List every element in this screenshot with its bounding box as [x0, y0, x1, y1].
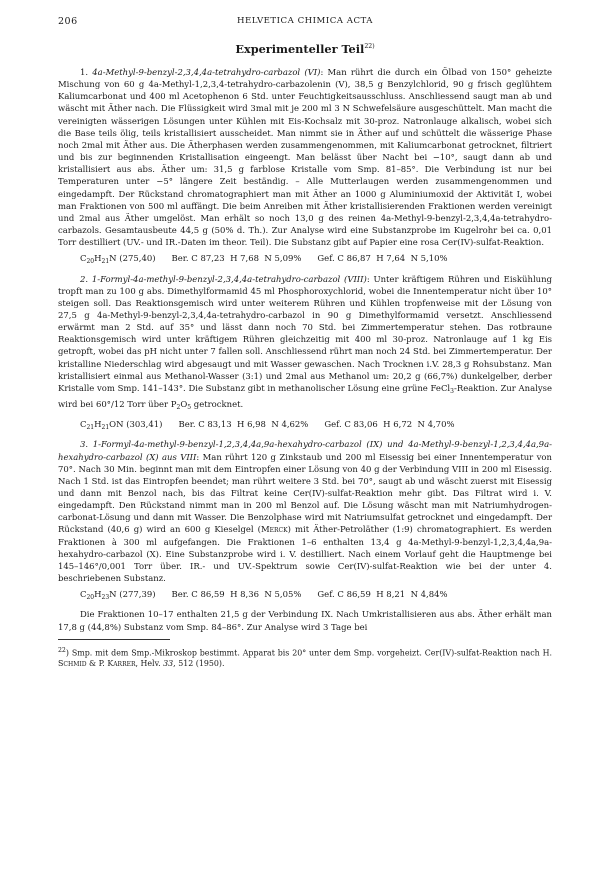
procedure-paragraph-3: 3. 1-Formyl-4a-methyl-9-benzyl-1,2,3,4,4a,9a-hexahydro-carbazol (IX) und 4a-Methyl-9-benzyl-1,2,3,4,4a,9a-hexahydro-carbazol (X) aus VIII: Man rührt 120 g Zinkstaub und 200 ml Eisessig bei einer Innentemperatur von 70°. Nach 30 Min. beginnt man mit dem Eintropfen einer Lösung von 40 g der Verbindung VIII in 200 ml Eisessig. Nach 1 Std. ist das Eintropfen beendet; man rührt weitere 3 Std. bei 70°, saugt ab und wäscht zuerst mit Eisessig und dann mit Benzol nach, bis das Filtrat keine Cer(IV)-sulfat-Reaktion mehr gibt. Das Filtrat wird i. V. eingedampft. Den Rückstand nimmt man in 200 ml Benzol auf. Die Lösung wäscht man mit Natriumhydrogencarbonat-Lösung und dann mit Wasser. Die Benzolphase wird mit Natriumsulfat getrocknet und eingedampft. Der Rückstand (40,6 g) wird an 600 g Kieselgel (Merck) mit Äther-Petroläther (1:9) chromatographiert. Es werden Fraktionen à 300 ml aufgefangen. Die Fraktionen 1–6 enthalten 13,4 g 4a-Methyl-9-benzyl-1,2,3,4,4a,9a-hexahydro-carbazol (X). Eine Substanzprobe wird i. V. destilliert. Nach einem Vorlauf geht die Hauptmenge bei 145–146°/0,001 Torr über. IR.- und UV.-Spektrum sowie Cer(IV)-sulfat-Reaktion wie bei der unter 4. beschriebenen Substanz. [58, 439, 553, 584]
procedure-paragraph-2: 2. 1-Formyl-4a-methyl-9-benzyl-2,3,4,4a-tetrahydro-carbazol (VIII): Unter kräftigem Rühren und Eiskühlung tropft man zu 100 g abs. Dimethylformamid 45 ml Phosphoroxychlorid, wobei die Innentemperatur nicht über 10° steigen soll. Das Reaktionsgemisch wird unter weiterem Rühren und Kühlen tropfenweise mit der Lösung von 27,5 g 4a-Methyl-9-benzyl-2,3,4,4a-tetrahydro-carbazol in 90 g Dimethylformamid versetzt. Anschliessend erwärmt man 2 Std. auf 35° und lässt dann noch 70 Std. bei Zimmertemperatur stehen. Das rotbraune Reaktionsgemisch wird unter kräftigem Rühren gleichzeitig mit 400 ml 30-proz. Natronlauge auf 1 kg Eis getropft, wobei das pH nicht unter 7 fallen soll. Anschliessend rührt man noch 24 Std. bei Zimmertemperatur. Der kristalline Niederschlag wird abgesaugt und mit Wasser gewaschen. Nach Trocknen i.V. 28,3 g Rohsubstanz. Man kristallisiert einmal aus Methanol-Wasser (3:1) und 2mal aus Methanol um: 20,2 g (66,7%) dunkelgelber, derber Kristalle vom Smp. 141–143°. Die Substanz gibt in methanolischer Lösung eine grüne FeCl$_3$-Reaktion. Zur Analyse wird bei 60°/12 Torr über $P_2O_5$ getrocknet. [58, 273, 553, 412]
elemental-analysis-2 [58, 418, 552, 434]
procedure-text: : Man rührt die durch ein Ölbad von 150° geheizte Mischung von 60 g 4a-Methyl-1,2,3,4-tetrahydro-carbazolenin (V), 38,5 g Benzylchlorid, 90 g frisch geglühtem Kaliumcarbonat und 400 ml Acetophenon 6 Std. unter Feuchtigkeitsausschluss. Anschliessend saugt man ab und wäscht mit Äther nach. Die Flüssigkeit wird 3mal mit je 200 ml 3 N Schwefelsäure ausgeschüttelt. Man macht die vereinigten wässerigen Lösungen unter Kühlen mit Eis-Kochsalz mit 30-proz. Natronlauge alkalisch, wobei sich die Base teils ölig, teils kristallisiert ausscheidet. Man nimmt sie in Äther auf und schüttelt die wässerige Phase noch 2mal mit Äther aus. Die Ätherphasen werden zusammengenommen, mit Kaliumcarbonat getrocknet, filtriert und bis zur beginnenden Kristallisation eingeengt. Man belässt über Nacht bei −10°, saugt dann ab und kristallisiert aus abs. Äther um: 31,5 g farblose Kristalle vom Smp. 81–85°. Die Verbindung ist nur bei Temperaturen unter −5° längere Zeit beständig. – Alle Mutterlaugen werden zusammengenommen und eingedampft. Der Rückstand chromatographiert man mit Äther an 1000 g Aluminiumoxid der Aktivität I, wobei man Fraktionen von 500 ml auffängt. Die beim Anreiben mit Äther kristallisierenden Fraktionen werden vereinigt und 2mal aus Äther umgelöst. Man erhält so noch 13,0 g des reinen 4a-Methyl-9-benzyl-2,3,4,4a-tetrahydrocarbazols. Gesamtausbeute 44,5 g (50% d. Th.). Zur Analyse wird eine Substanzprobe im Kugelrohr bei ca. 0,01 Torr destilliert (UV.- und IR.-Daten im theor. Teil). Die Substanz gibt auf Papier eine rosa Cer(IV)-sulfat-Reaktion. [58, 67, 552, 248]
journal-title: HELVETICA CHIMICA ACTA [237, 16, 373, 26]
footnote-authors: H. Schmid & P. Karrer [58, 648, 552, 669]
molecular-formula: $C_{20}H_{21}N$ (275,40) [80, 253, 156, 266]
compound-name: 1-Formyl-4a-methyl-9-benzyl-2,3,4,4a-tetrahydro-carbazol [91, 273, 341, 284]
compound-name: 1-Formyl-4a-methyl-9-benzyl-1,2,3,4,4a,9a-hexahydro-carbazol [92, 439, 362, 450]
calculated-values: Ber. C 83,13 H 6,98 N 4,62% [178, 419, 309, 430]
found-values: Gef. C 86,59 H 8,21 N 4,84% [317, 589, 448, 600]
footnote-volume: 33 [163, 659, 174, 669]
compound-label: (VI) [300, 67, 321, 77]
compound-name-2: 4a-Methyl-9-benzyl-1,2,3,4,4a,9a-hexahydro-carbazol [58, 439, 552, 462]
section-title-text: Experimenteller Teil [235, 42, 365, 56]
found-values: Gef. C 83,06 H 6,72 N 4,70% [324, 419, 455, 430]
molecular-formula: $C_{20}H_{23}N$ (277,39) [80, 589, 156, 602]
supplier-name: Merck [260, 524, 288, 535]
footnote-divider [58, 639, 170, 640]
compound-label: (VIII) [340, 273, 367, 284]
found-values: Gef. C 86,87 H 7,64 N 5,10% [317, 253, 448, 264]
page-number: 206 [58, 16, 78, 27]
procedure-paragraph-4: Die Fraktionen 10–17 enthalten 21,5 g der Verbindung IX. Nach Umkristallisieren aus abs. Äther erhält man 17,8 g (44,8%) Substanz vom Smp. 84–86°. Zur Analyse wird 3 Tage bei [58, 609, 552, 632]
procedure-paragraph-1: 1. 4a-Methyl-9-benzyl-2,3,4,4a-tetrahydro-carbazol (VI): Man rührt die durch ein Ölbad von 150° geheizte Mischung von 60 g 4a-Methyl-1,2,3,4-tetrahydro-carbazolenin (V), 38,5 g Benzylchlorid, 90 g frisch geglühtem Kaliumcarbonat und 400 ml Acetophenon 6 Std. unter Feuchtigkeitsausschluss. Anschliessend saugt man ab und wäscht mit Äther nach. Die Flüssigkeit wird 3mal mit je 200 ml 3 N Schwefelsäure ausgeschüttelt. Man macht die vereinigten wässerigen Lösungen unter Kühlen mit Eis-Kochsalz mit 30-proz. Natronlauge alkalisch, wobei sich die Base teils ölig, teils kristallisiert ausscheidet. Man nimmt sie in Äther auf und schüttelt die wässerige Phase noch 2mal mit Äther aus. Die Ätherphasen werden zusammengenommen, mit Kaliumcarbonat getrocknet, filtriert und bis zur beginnenden Kristallisation eingeengt. Man belässt über Nacht bei −10°, saugt dann ab und kristallisiert aus abs. Äther um: 31,5 g farblose Kristalle vom Smp. 81–85°. Die Verbindung ist nur bei Temperaturen unter −5° längere Zeit beständig. – Alle Mutterlaugen werden zusammengenommen und eingedampft. Der Rückstand chromatographiert man mit Äther an 1000 g Aluminiumoxid der Aktivität I, wobei man Fraktionen von 500 ml auffängt. Die beim Anreiben mit Äther kristallisierenden Fraktionen werden vereinigt und 2mal aus Äther umgelöst. Man erhält so noch 13,0 g des reinen 4a-Methyl-9-benzyl-2,3,4,4a-tetrahydrocarbazols. Gesamtausbeute 44,5 g (50% d. Th.). Zur Analyse wird eine Substanzprobe im Kugelrohr bei ca. 0,01 Torr destilliert (UV.- und IR.-Daten im theor. Teil). Die Substanz gibt auf Papier eine rosa Cer(IV)-sulfat-Reaktion. [58, 67, 552, 248]
section-heading [58, 42, 552, 56]
calculated-values: Ber. C 87,23 H 7,68 N 5,09% [171, 253, 302, 264]
running-header [58, 14, 552, 36]
molecular-formula: $C_{21}H_{21}ON$ (303,41) [80, 419, 163, 432]
compound-name: 4a-Methyl-9-benzyl-2,3,4,4a-tetrahydro-carbazol [92, 67, 301, 77]
footnote-22: $^{22}$) Smp. mit dem Smp.-Mikroskop bestimmt. Apparat bis 20° unter dem Smp. vorgeheizt. Cer(IV)-sulfat-Reaktion nach H. Schmid & P. Karrer, Helv. 33, 512 (1950). [58, 646, 552, 669]
elemental-analysis-3 [58, 588, 552, 604]
elemental-analysis-1 [58, 252, 552, 268]
calculated-values: Ber. C 86,59 H 8,36 N 5,05% [171, 589, 302, 600]
footnote-ref-22: 22) [364, 43, 375, 51]
